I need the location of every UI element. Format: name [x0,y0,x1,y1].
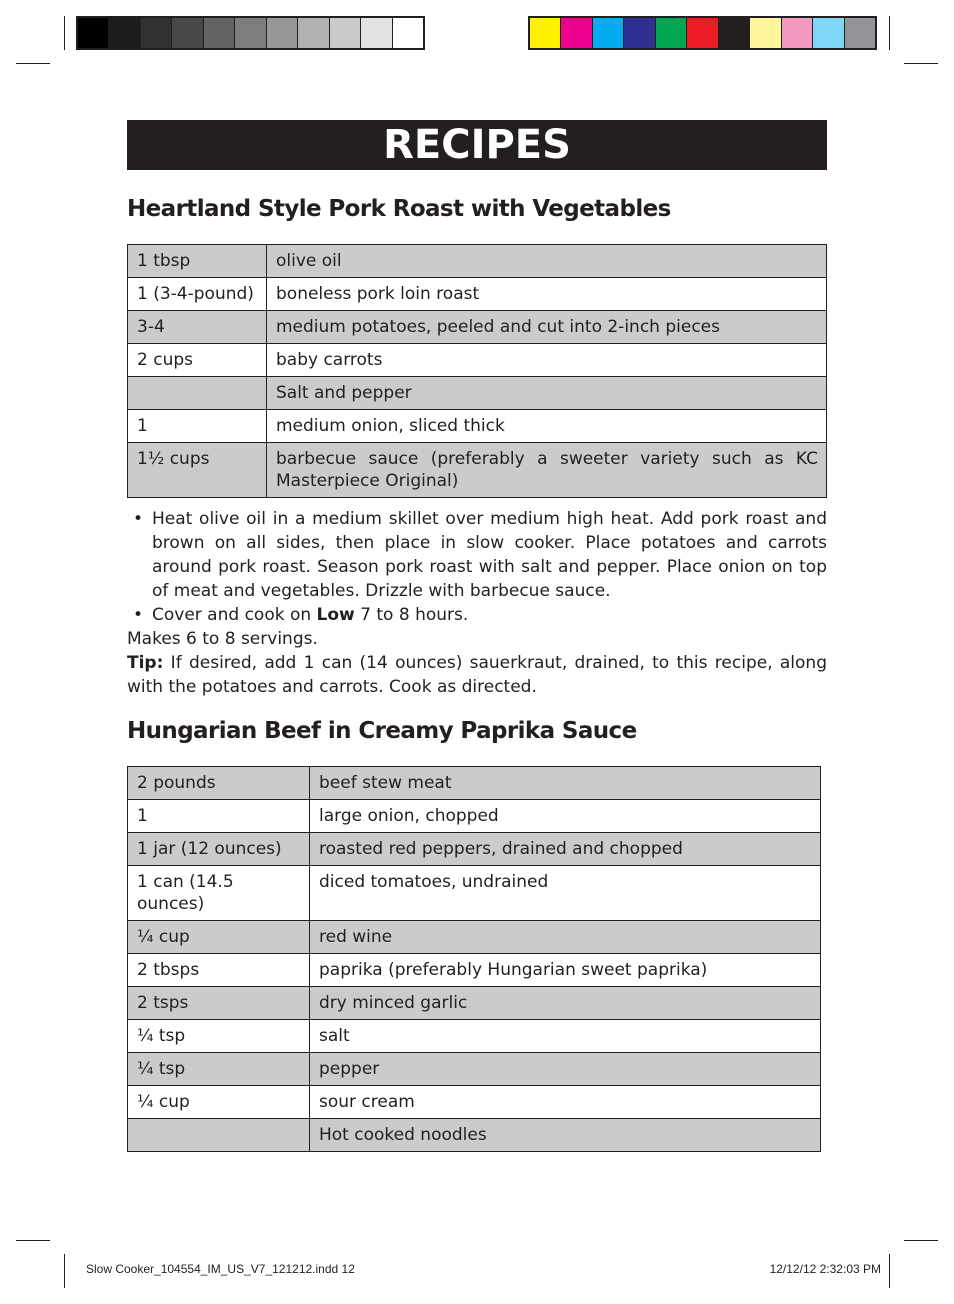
ingredients-table-hungarian-beef [127,766,821,1152]
ingredient-item: dry minced garlic [310,987,821,1020]
color-swatch [141,18,171,48]
ingredient-quantity: 1½ cups [128,443,267,498]
recipe-title-hungarian-beef: Hungarian Beef in Creamy Paprika Sauce [127,718,637,744]
color-swatch [813,18,843,48]
instructions-pork-roast [127,507,827,699]
footer-file-slug: Slow Cooker_104554_IM_US_V7_121212.indd 12 [86,1262,355,1276]
ingredient-quantity [128,377,267,410]
ingredient-quantity [128,1119,310,1152]
ingredient-quantity: 2 cups [128,344,267,377]
ingredient-row [128,1086,821,1119]
banner-title: RECIPES [383,122,571,168]
bullet-icon: • [133,509,144,529]
crop-mark [904,1240,938,1241]
crop-mark [64,1254,65,1288]
ingredient-quantity: ¼ tsp [128,1053,310,1086]
process-color-bar [528,16,877,50]
ingredient-quantity: 1 can (14.5 ounces) [128,866,310,921]
ingredient-row [128,344,827,377]
color-swatch [593,18,623,48]
ingredient-quantity: 2 pounds [128,767,310,800]
ingredient-row [128,767,821,800]
color-swatch [845,18,875,48]
color-swatch [298,18,328,48]
crop-mark [889,1254,890,1288]
servings-note: Makes 6 to 8 servings. [127,629,318,649]
ingredient-quantity: 1 jar (12 ounces) [128,833,310,866]
ingredient-row [128,800,821,833]
ingredient-item: boneless pork loin roast [267,278,827,311]
bullet-icon: • [133,605,144,625]
ingredient-item: diced tomatoes, undrained [310,866,821,921]
color-swatch [782,18,812,48]
ingredient-item: Hot cooked noodles [310,1119,821,1152]
ingredient-item: baby carrots [267,344,827,377]
ingredient-quantity: ¼ cup [128,921,310,954]
ingredient-row [128,443,827,498]
ingredient-item: sour cream [310,1086,821,1119]
ingredient-row [128,278,827,311]
step-text-tail: 7 to 8 hours. [354,605,469,625]
ingredient-quantity: 1 tbsp [128,245,267,278]
ingredient-item: Salt and pepper [267,377,827,410]
ingredient-row [128,377,827,410]
grayscale-color-bar [76,16,425,50]
ingredient-row [128,1119,821,1152]
ingredient-item: large onion, chopped [310,800,821,833]
ingredient-quantity: 1 [128,410,267,443]
color-swatch [530,18,560,48]
crop-mark [889,16,890,50]
ingredient-row [128,987,821,1020]
color-swatch [361,18,391,48]
color-swatch [78,18,108,48]
ingredient-row [128,245,827,278]
ingredient-item: paprika (preferably Hungarian sweet paprika) [310,954,821,987]
color-swatch [204,18,234,48]
ingredient-quantity: 2 tsps [128,987,310,1020]
crop-mark [904,63,938,64]
step-text-lead: Cover and cook on [152,605,317,625]
color-swatch [687,18,717,48]
ingredient-row [128,954,821,987]
tip-text: If desired, add 1 can (14 ounces) sauerkraut, drained, to this recipe, along with the potatoes and carrots. Cook as directed. [127,653,827,697]
ingredient-item: pepper [310,1053,821,1086]
ingredient-item: medium potatoes, peeled and cut into 2-inch pieces [267,311,827,344]
ingredient-row [128,410,827,443]
ingredients-table-pork-roast [127,244,827,498]
color-swatch [330,18,360,48]
color-swatch [109,18,139,48]
ingredient-item: beef stew meat [310,767,821,800]
ingredient-quantity: 1 [128,800,310,833]
ingredient-item: salt [310,1020,821,1053]
color-swatch [267,18,297,48]
ingredient-quantity: 2 tbsps [128,954,310,987]
instruction-step [127,603,827,627]
ingredient-item: red wine [310,921,821,954]
footer-timestamp: 12/12/12 2:32:03 PM [769,1262,881,1276]
ingredient-row [128,1020,821,1053]
ingredient-quantity: 1 (3-4-pound) [128,278,267,311]
color-swatch [172,18,202,48]
ingredient-item: olive oil [267,245,827,278]
color-swatch [235,18,265,48]
ingredient-quantity: ¼ cup [128,1086,310,1119]
recipe-title-pork-roast: Heartland Style Pork Roast with Vegetables [127,196,671,222]
crop-mark [16,63,50,64]
ingredient-row [128,833,821,866]
ingredient-item: medium onion, sliced thick [267,410,827,443]
color-swatch [750,18,780,48]
ingredient-quantity: ¼ tsp [128,1020,310,1053]
ingredient-row [128,921,821,954]
ingredient-item: barbecue sauce (preferably a sweeter variety such as KC Masterpiece Original) [267,443,827,498]
tip-note [127,651,827,699]
ingredient-row [128,1053,821,1086]
crop-mark [16,1240,50,1241]
ingredient-item: roasted red peppers, drained and chopped [310,833,821,866]
color-swatch [624,18,654,48]
step-text-setting: Low [316,605,355,625]
tip-label: Tip: [127,653,164,673]
ingredient-row [128,866,821,921]
ingredient-row [128,311,827,344]
step-text: Heat olive oil in a medium skillet over medium high heat. Add pork roast and brown on all sides, then place in slow cooker. Place potatoes and carrots around pork roast. Season pork roast with salt and pepper. Place onion on top of meat and vegetables. Drizzle with barbecue sauce. [152,509,827,601]
color-swatch [719,18,749,48]
section-banner [127,120,827,170]
color-swatch [656,18,686,48]
color-swatch [561,18,591,48]
ingredient-quantity: 3-4 [128,311,267,344]
color-swatch [393,18,423,48]
crop-mark [64,16,65,50]
instruction-step [127,507,827,603]
